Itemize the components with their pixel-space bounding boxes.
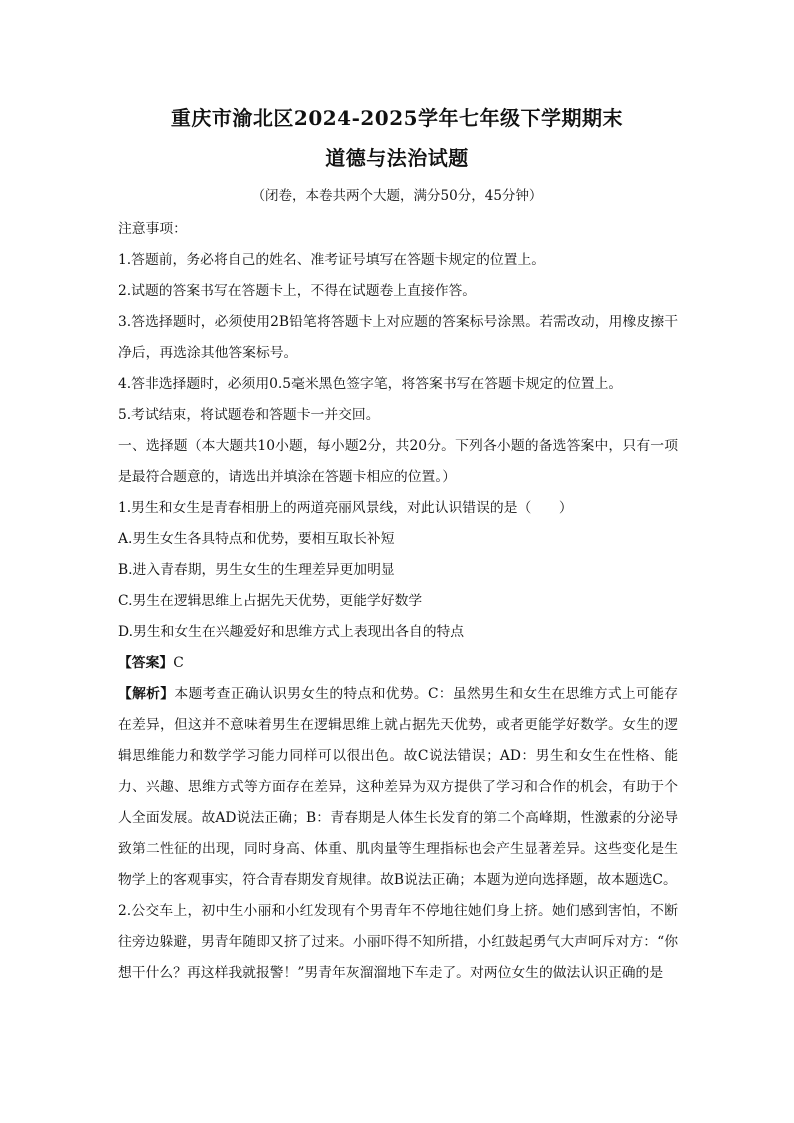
- exam-title-line1: 重庆市渝北区2024-2025学年七年级下学期期末: [170, 106, 624, 130]
- exam-subtitle: （闭卷，本卷共两个大题，满分50分，45分钟）: [251, 188, 543, 204]
- question-1-stem: 1.男生和女生是青春相册上的两道亮丽风景线，对此认识错误的是（ ）: [118, 500, 573, 516]
- note-item: 5.考试结束，将试题卷和答题卡一并交回。: [118, 407, 380, 423]
- exam-body: [118, 214, 678, 989]
- analysis-label: 【解析】: [118, 686, 175, 702]
- note-item: 1.答题前，务必将自己的姓名、准考证号填写在答题卡规定的位置上。: [118, 252, 546, 268]
- question-1-option-c: C.男生在逻辑思维上占据先天优势，更能学好数学: [118, 593, 423, 609]
- exam-title-line2: 道德与法治试题: [325, 146, 469, 170]
- question-2-stem: 2.公交车上，初中生小丽和小红发现有个男青年不停地往她们身上挤。她们感到害怕，不断往旁边躲避，男青年随即又挤了过来。小丽吓得不知所措，小红鼓起勇气大声呵斥对方：“你想干什么？再这样我就报警！”男青年灰溜溜地下车走了。对两位女生的做法认识正确的是: [118, 903, 678, 981]
- question-1-option-d: D.男生和女生在兴趣爱好和思维方式上表现出各自的特点: [118, 624, 465, 640]
- question-1-analysis: [118, 679, 678, 896]
- answer-value: C: [173, 655, 184, 671]
- section1-heading: 一、选择题（本大题共10小题，每小题2分，共20分。下列各小题的备选答案中，只有一项是最符合题意的，请选出并填涂在答题卡相应的位置。）: [118, 438, 678, 485]
- note-item: 4.答非选择题时，必须用0.5毫米黑色签字笔，将答案书写在答题卡规定的位置上。: [118, 376, 623, 392]
- note-item: 3.答选择题时，必须使用2B铅笔将答题卡上对应题的答案标号涂黑。若需改动，用橡皮擦干净后，再选涂其他答案标号。: [118, 314, 678, 361]
- notes-heading: 注意事项：: [118, 221, 187, 237]
- question-1-option-b: B.进入青春期，男生女生的生理差异更加明显: [118, 562, 395, 578]
- analysis-text: 本题考查正确认识男女生的特点和优势。C：虽然男生和女生在思维方式上可能存在差异，但这并不意味着男生在逻辑思维上就占据先天优势，或者更能学好数学。女生的逻辑思维能力和数学学习能力同样可以很出色。故C说法错误；AD：男生和女生在性格、能力、兴趣、思维方式等方面存在差异，这种差异为双方提供了学习和合作的机会，有助于个人全面发展。故AD说法正确；B：青春期是人体生长发育的第二个高峰期，性激素的分泌导致第二性征的出现，同时身高、体重、肌肉量等生理指标也会产生显著差异。这些变化是生物学上的客观事实，符合青春期发育规律。故B说法正确；本题为逆向选择题，故本题选C。: [118, 686, 678, 888]
- question-1-option-a: A.男生女生各具特点和优势，要相互取长补短: [118, 531, 395, 547]
- question-1-answer: [118, 648, 678, 679]
- note-item: 2.试题的答案书写在答题卡上，不得在试题卷上直接作答。: [118, 283, 477, 299]
- answer-label: 【答案】: [118, 655, 174, 671]
